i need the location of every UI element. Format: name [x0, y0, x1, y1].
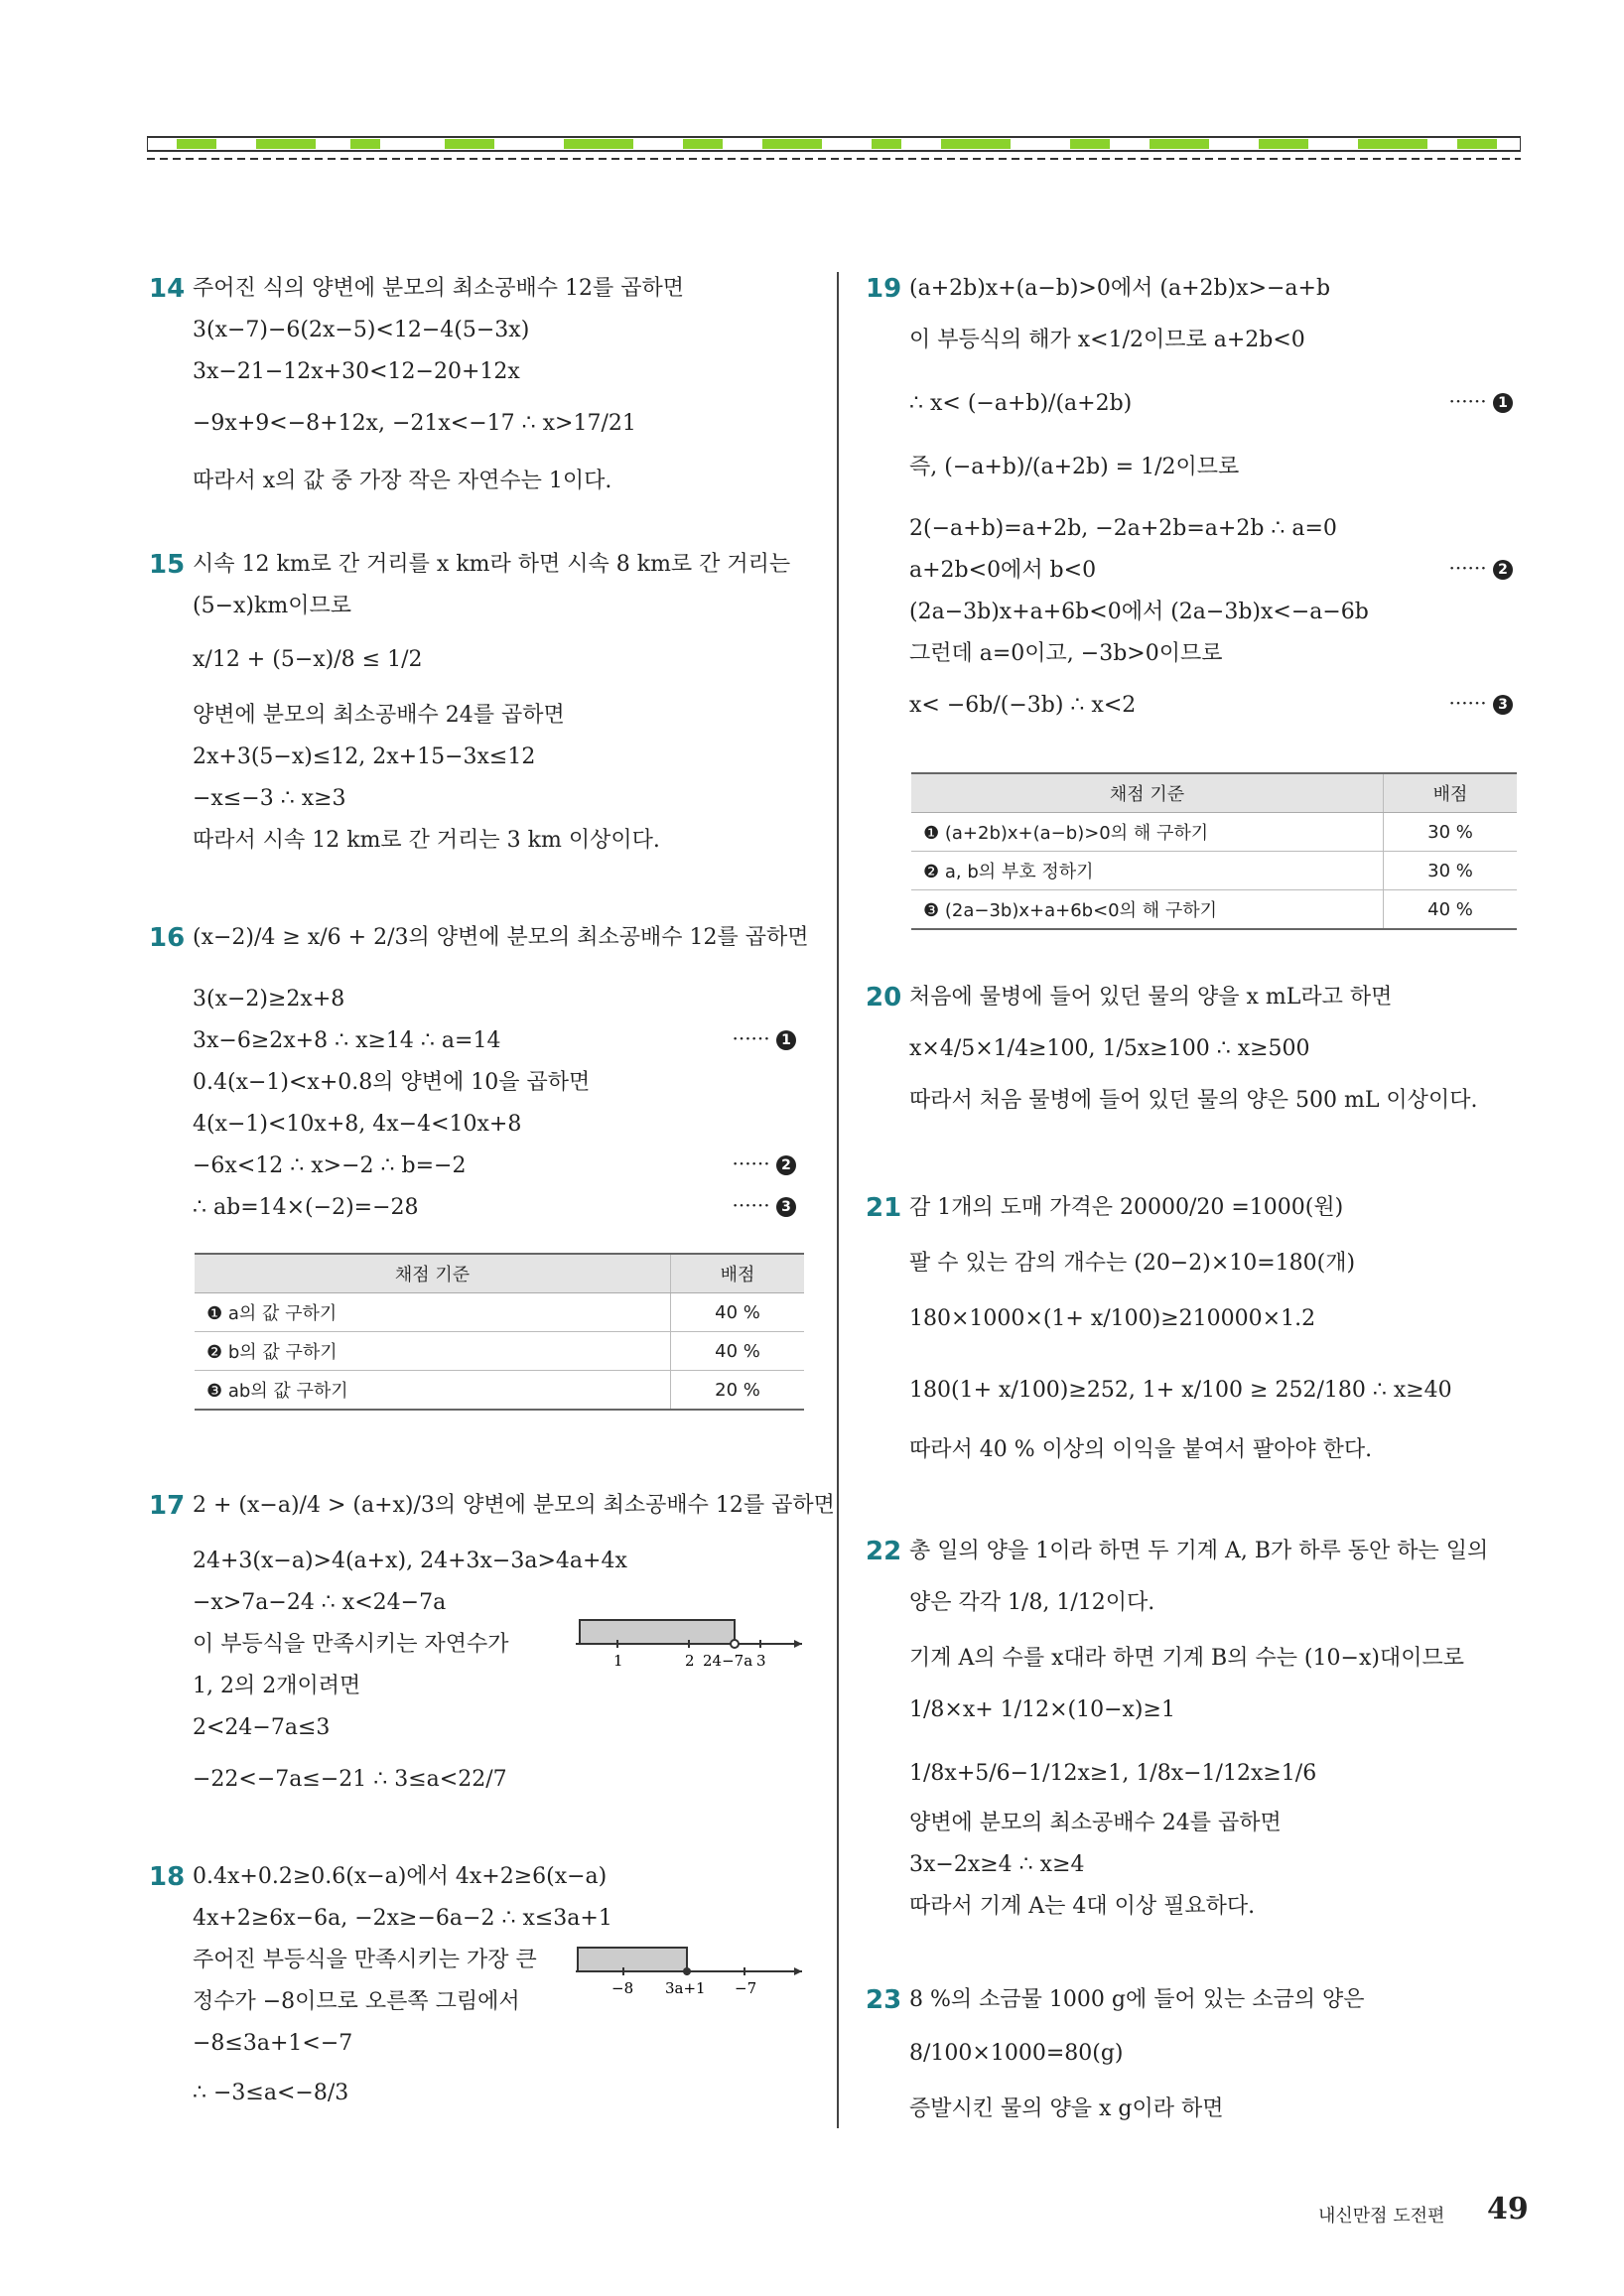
- solution-line: ∴ x< (−a+b)/(a+2b): [909, 391, 1133, 416]
- solution-line: 따라서 기계 A는 4대 이상 필요하다.: [909, 1894, 1256, 1919]
- solution-line: 팔 수 있는 감의 개수는 (20−2)×10=180(개): [909, 1251, 1356, 1276]
- solution-line: 양변에 분모의 최소공배수 24를 곱하면: [909, 1811, 1282, 1835]
- solution-line: 따라서 40 % 이상의 이익을 붙여서 팔아야 한다.: [909, 1437, 1373, 1462]
- solution-line: 2 + (x−a)/4 > (a+x)/3의 양변에 분모의 최소공배수 12를 곱하면: [193, 1493, 835, 1518]
- solution-line: 주어진 부등식을 만족시키는 가장 큰: [193, 1948, 537, 1972]
- solution-line: 이 부등식의 해가 x<1/2이므로 a+2b<0: [909, 328, 1305, 352]
- step-marker: ······ 2: [732, 1151, 796, 1175]
- table-row: ❶ (a+2b)x+(a−b)>0의 해 구하기 30 %: [911, 813, 1517, 852]
- solution-line: −x>7a−24 ∴ x<24−7a: [193, 1590, 447, 1615]
- page-number: 49: [1487, 2192, 1529, 2227]
- step-marker: ······ 2: [1448, 556, 1513, 580]
- problem-number: 23: [866, 1985, 902, 2015]
- solution-line: −x≤−3 ∴ x≥3: [193, 786, 346, 811]
- solution-line: 3x−2x≥4 ∴ x≥4: [909, 1852, 1085, 1877]
- step-marker: ······ 1: [1448, 389, 1513, 413]
- tick-label: −8: [611, 1979, 634, 1997]
- tick-label: 24−7a: [703, 1652, 753, 1670]
- step-marker: ······ 3: [732, 1193, 796, 1217]
- solution-line: 3x−6≥2x+8 ∴ x≥14 ∴ a=14: [193, 1028, 501, 1053]
- solution-line: x/12 + (5−x)/8 ≤ 1/2: [193, 647, 423, 672]
- column-divider: [837, 272, 839, 2128]
- table-row: ❸ (2a−3b)x+a+6b<0의 해 구하기 40 %: [911, 890, 1517, 930]
- solution-line: 3(x−2)≥2x+8: [193, 987, 345, 1012]
- problem-number: 17: [149, 1491, 186, 1521]
- solution-line: 양변에 분모의 최소공배수 24를 곱하면: [193, 703, 565, 728]
- solution-line: 8/100×1000=80(g): [909, 2041, 1124, 2066]
- problem-number: 20: [866, 983, 902, 1013]
- solution-line: 정수가 −8이므로 오른쪽 그림에서: [193, 1989, 520, 2014]
- tick-label: 1: [613, 1652, 623, 1670]
- solution-line: 2(−a+b)=a+2b, −2a+2b=a+2b ∴ a=0: [909, 516, 1337, 541]
- table-header: 채점 기준: [911, 773, 1384, 813]
- solution-line: 시속 12 km로 간 거리를 x km라 하면 시속 8 km로 간 거리는: [193, 552, 791, 577]
- solution-line: 따라서 처음 물병에 들어 있던 물의 양은 500 mL 이상이다.: [909, 1088, 1478, 1113]
- problem-number: 19: [866, 274, 902, 304]
- number-line: [576, 1942, 804, 2001]
- solution-line: 3(x−7)−6(2x−5)<12−4(5−3x): [193, 318, 530, 342]
- number-line: [576, 1614, 804, 1674]
- solution-line: x×4/5×1/4≥100, 1/5x≥100 ∴ x≥500: [909, 1036, 1310, 1061]
- problem-number: 21: [866, 1193, 902, 1223]
- table-row: ❷ b의 값 구하기 40 %: [195, 1332, 804, 1371]
- tick-label: −7: [735, 1979, 757, 1997]
- table-row: ❶ a의 값 구하기 40 %: [195, 1293, 804, 1332]
- solution-line: 4(x−1)<10x+8, 4x−4<10x+8: [193, 1112, 522, 1137]
- solution-line: 3x−21−12x+30<12−20+12x: [193, 359, 520, 384]
- solution-line: 2<24−7a≤3: [193, 1715, 331, 1740]
- solution-line: 그런데 a=0이고, −3b>0이므로: [909, 641, 1223, 666]
- solution-line: 0.4x+0.2≥0.6(x−a)에서 4x+2≥6(x−a): [193, 1864, 608, 1889]
- tick-label: 3a+1: [665, 1979, 706, 1997]
- problem-number: 22: [866, 1537, 902, 1566]
- solution-line: 주어진 식의 양변에 분모의 최소공배수 12를 곱하면: [193, 276, 684, 301]
- solution-line: 1/8×x+ 1/12×(10−x)≥1: [909, 1697, 1175, 1722]
- table-header: 채점 기준: [195, 1254, 671, 1293]
- solution-line: ∴ ab=14×(−2)=−28: [193, 1195, 419, 1220]
- solution-line: (5−x)km이므로: [193, 594, 351, 618]
- table-row: ❷ a, b의 부호 정하기 30 %: [911, 852, 1517, 890]
- step-marker: ······ 1: [732, 1026, 796, 1050]
- solution-line: 따라서 x의 값 중 가장 작은 자연수는 1이다.: [193, 469, 612, 493]
- table-row: ❸ ab의 값 구하기 20 %: [195, 1371, 804, 1411]
- solution-line: 감 1개의 도매 가격은 20000/20 =1000(원): [909, 1195, 1344, 1220]
- tick-label: 3: [756, 1652, 766, 1670]
- tick-label: 2: [685, 1652, 695, 1670]
- solution-line: 처음에 물병에 들어 있던 물의 양을 x mL라고 하면: [909, 985, 1393, 1010]
- problem-number: 15: [149, 550, 186, 580]
- solution-line: 24+3(x−a)>4(a+x), 24+3x−3a>4a+4x: [193, 1549, 627, 1573]
- solution-line: 따라서 시속 12 km로 간 거리는 3 km 이상이다.: [193, 828, 660, 853]
- solution-line: −8≤3a+1<−7: [193, 2031, 353, 2056]
- solution-line: −9x+9<−8+12x, −21x<−17 ∴ x>17/21: [193, 411, 636, 436]
- solution-line: 총 일의 양을 1이라 하면 두 기계 A, B가 하루 동안 하는 일의: [909, 1539, 1489, 1563]
- solution-line: a+2b<0에서 b<0: [909, 558, 1097, 583]
- solution-line: 180×1000×(1+ x/100)≥210000×1.2: [909, 1306, 1316, 1331]
- solution-line: 증발시킨 물의 양을 x g이라 하면: [909, 2096, 1224, 2121]
- solution-line: 0.4(x−1)<x+0.8의 양변에 10을 곱하면: [193, 1070, 591, 1095]
- solution-line: 기계 A의 수를 x대라 하면 기계 B의 수는 (10−x)대이므로: [909, 1646, 1464, 1671]
- solution-line: 양은 각각 1/8, 1/12이다.: [909, 1590, 1155, 1615]
- solution-line: (x−2)/4 ≥ x/6 + 2/3의 양변에 분모의 최소공배수 12를 곱하면: [193, 925, 809, 950]
- grading-table: [195, 1253, 804, 1411]
- footer-book-label: 내신만점 도전편: [1318, 2206, 1445, 2227]
- solution-line: (2a−3b)x+a+6b<0에서 (2a−3b)x<−a−6b: [909, 600, 1369, 624]
- step-marker: ······ 3: [1448, 691, 1513, 715]
- solution-line: x< −6b/(−3b) ∴ x<2: [909, 693, 1137, 718]
- solution-line: 이 부등식을 만족시키는 자연수가: [193, 1632, 509, 1657]
- solution-line: 즉, (−a+b)/(a+2b) = 1/2이므로: [909, 455, 1240, 479]
- solution-line: 2x+3(5−x)≤12, 2x+15−3x≤12: [193, 744, 536, 769]
- grading-table: [911, 772, 1517, 930]
- decorative-header-band: [147, 133, 1521, 163]
- solution-line: 1, 2의 2개이려면: [193, 1674, 361, 1698]
- solution-line: −22<−7a≤−21 ∴ 3≤a<22/7: [193, 1767, 507, 1792]
- solution-line: (a+2b)x+(a−b)>0에서 (a+2b)x>−a+b: [909, 276, 1331, 301]
- problem-number: 18: [149, 1862, 186, 1892]
- problem-number: 16: [149, 923, 186, 953]
- solution-line: 1/8x+5/6−1/12x≥1, 1/8x−1/12x≥1/6: [909, 1761, 1317, 1786]
- solution-line: −6x<12 ∴ x>−2 ∴ b=−2: [193, 1153, 467, 1178]
- table-header: 배점: [671, 1254, 805, 1293]
- solution-line: 8 %의 소금물 1000 g에 들어 있는 소금의 양은: [909, 1987, 1365, 2012]
- problem-number: 14: [149, 274, 186, 304]
- solution-line: ∴ −3≤a<−8/3: [193, 2081, 349, 2105]
- solution-line: 180(1+ x/100)≥252, 1+ x/100 ≥ 252/180 ∴ x≥40: [909, 1378, 1452, 1403]
- solution-line: 4x+2≥6x−6a, −2x≥−6a−2 ∴ x≤3a+1: [193, 1906, 612, 1931]
- table-header: 배점: [1384, 773, 1518, 813]
